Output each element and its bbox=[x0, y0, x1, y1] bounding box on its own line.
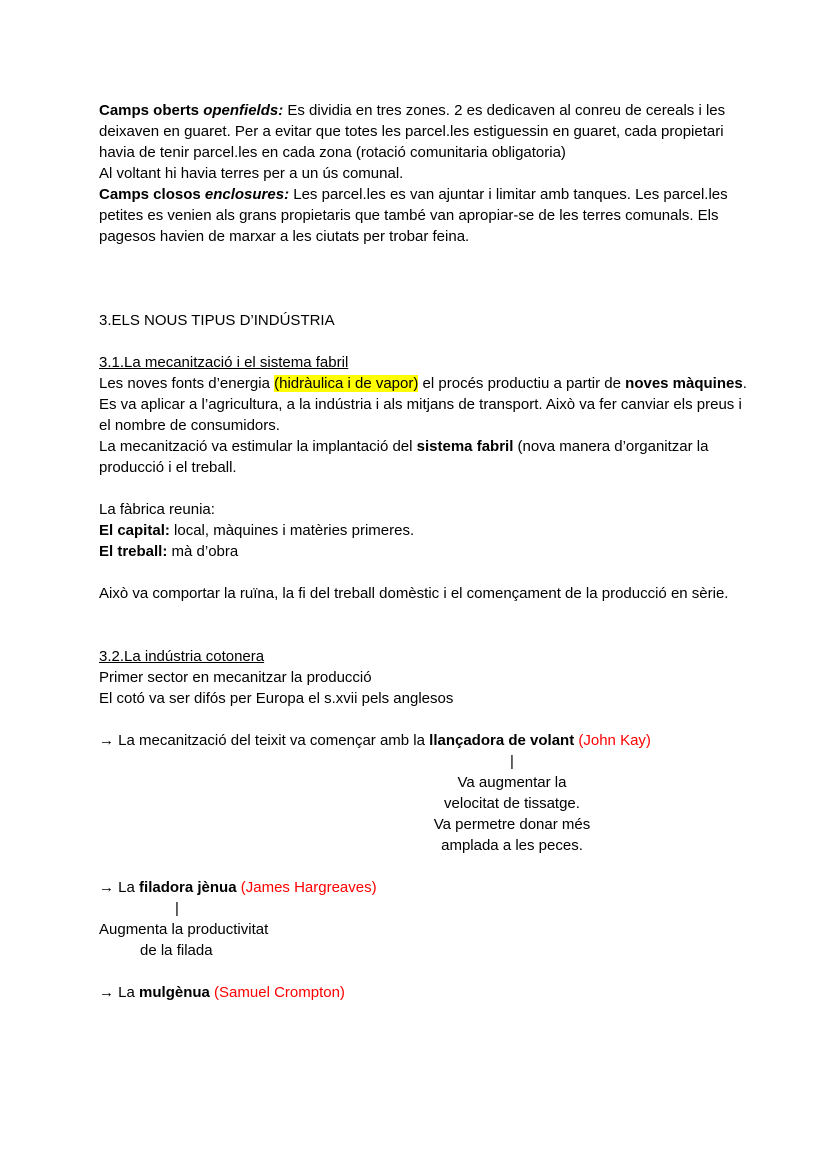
paragraph-mecanitzacio bbox=[99, 436, 747, 478]
llancadora-term: llançadora de volant bbox=[429, 732, 575, 749]
filadora-note-line: de la filada bbox=[140, 942, 213, 959]
fabrica-line: La fàbrica reunia: bbox=[99, 501, 215, 518]
item-filadora bbox=[99, 877, 747, 898]
enclosures-term: enclosures: bbox=[204, 186, 290, 203]
openfields-description: Es dividia en tres zones. 2 es dedicaven al conreu de cereals i les deixaven en guaret. Per a evitar que totes les parcel.les estiguessin en guaret, cada propietari havia de tenir parcel.les en cada zona (rotació comunitaria obligatoria) bbox=[99, 102, 726, 161]
item-mulgenua bbox=[99, 982, 747, 1003]
spacer bbox=[99, 331, 747, 352]
spacer bbox=[99, 247, 747, 268]
mulgenua-pre-text: → La bbox=[99, 984, 140, 1001]
spacer bbox=[99, 478, 747, 499]
comunal-line: Al voltant hi havia terres per a un ús comunal. bbox=[99, 165, 404, 182]
openfields-term: openfields: bbox=[203, 102, 284, 119]
john-kay-name: (John Kay) bbox=[578, 732, 651, 749]
spacer bbox=[99, 961, 747, 982]
llancadora-note-line: amplada a les peces. bbox=[441, 837, 583, 854]
connector-pipe: | bbox=[510, 753, 514, 770]
mulgenua-term: mulgènua bbox=[139, 984, 210, 1001]
paragraph-apply: Es va aplicar a l’agricultura, a la indústria i als mitjans de transport. Això va fer canviar els preus i el nombre de consumidors. bbox=[99, 396, 742, 434]
filadora-term: filadora jènua bbox=[139, 879, 237, 896]
treball-term: El treball: bbox=[99, 543, 168, 560]
llancadora-note bbox=[347, 751, 677, 856]
filadora-note-line: Augmenta la productivitat bbox=[99, 921, 269, 938]
enclosures-description: Les parcel.les es van ajuntar i limitar amb tanques. Les parcel.les petites es venien als grans propietaris que també van apropiar-se de les terres comunals. Els pagesos havien de marxar a les ciutats per trobar feina. bbox=[99, 186, 728, 245]
cotonera-line-1: Primer sector en mecanitzar la producció bbox=[99, 669, 372, 686]
spacer bbox=[99, 625, 747, 646]
samuel-crompton-name: (Samuel Crompton) bbox=[214, 984, 345, 1001]
treball-description: mà d’obra bbox=[167, 543, 239, 560]
filadora-note bbox=[99, 919, 747, 961]
spacer bbox=[99, 268, 747, 289]
energy-period: . bbox=[742, 375, 747, 392]
section-3-2-heading: 3.2.La indústria cotonera bbox=[99, 648, 265, 665]
spacer bbox=[99, 709, 747, 730]
llancadora-note-line: velocitat de tissatge. bbox=[444, 795, 580, 812]
cotonera-line-2: El cotó va ser difós per Europa el s.xvii pels anglesos bbox=[99, 690, 454, 707]
spacer bbox=[99, 604, 747, 625]
energy-mid-text: el procés productiu a partir de bbox=[418, 375, 626, 392]
spacer bbox=[99, 856, 747, 877]
llancadora-note-line: Va augmentar la bbox=[457, 774, 567, 791]
paragraph-energy bbox=[99, 373, 747, 394]
llancadora-note-line: Va permetre donar més bbox=[433, 816, 591, 833]
filadora-pre-text: → La bbox=[99, 879, 140, 896]
paragraph-camps bbox=[99, 100, 747, 247]
sistema-fabril-term: sistema fabril bbox=[416, 438, 514, 455]
paragraph-ruina: Això va comportar la ruïna, la fi del treball domèstic i el començament de la producció en sèrie. bbox=[99, 585, 729, 602]
noves-maquines-term: noves màquines bbox=[625, 375, 743, 392]
spacer bbox=[99, 289, 747, 310]
mecanitzacio-pre-text: La mecanització va estimular la implantació del bbox=[99, 438, 417, 455]
section-3-1-heading: 3.1.La mecanització i el sistema fabril bbox=[99, 354, 349, 371]
mecanitzacio-post-text: (nova manera d’organitzar la producció i el treball. bbox=[99, 438, 709, 476]
james-hargreaves-name: (James Hargreaves) bbox=[240, 879, 377, 896]
capital-term: El capital: bbox=[99, 522, 170, 539]
connector-pipe: | bbox=[175, 900, 179, 917]
energy-highlighted-text: (hidràulica i de vapor) bbox=[274, 375, 419, 392]
camps-oberts-term: Camps oberts bbox=[99, 102, 204, 119]
paragraph-fabrica bbox=[99, 499, 747, 562]
spacer bbox=[99, 562, 747, 583]
capital-description: local, màquines i matèries primeres. bbox=[169, 522, 415, 539]
energy-pre-text: Les noves fonts d’energia bbox=[99, 375, 275, 392]
llancadora-pre-text: → La mecanització del teixit va començar amb la bbox=[99, 732, 430, 749]
camps-closos-term: Camps closos bbox=[99, 186, 205, 203]
section-3-heading: 3.ELS NOUS TIPUS D’INDÚSTRIA bbox=[99, 312, 335, 329]
item-llancadora bbox=[99, 730, 747, 751]
